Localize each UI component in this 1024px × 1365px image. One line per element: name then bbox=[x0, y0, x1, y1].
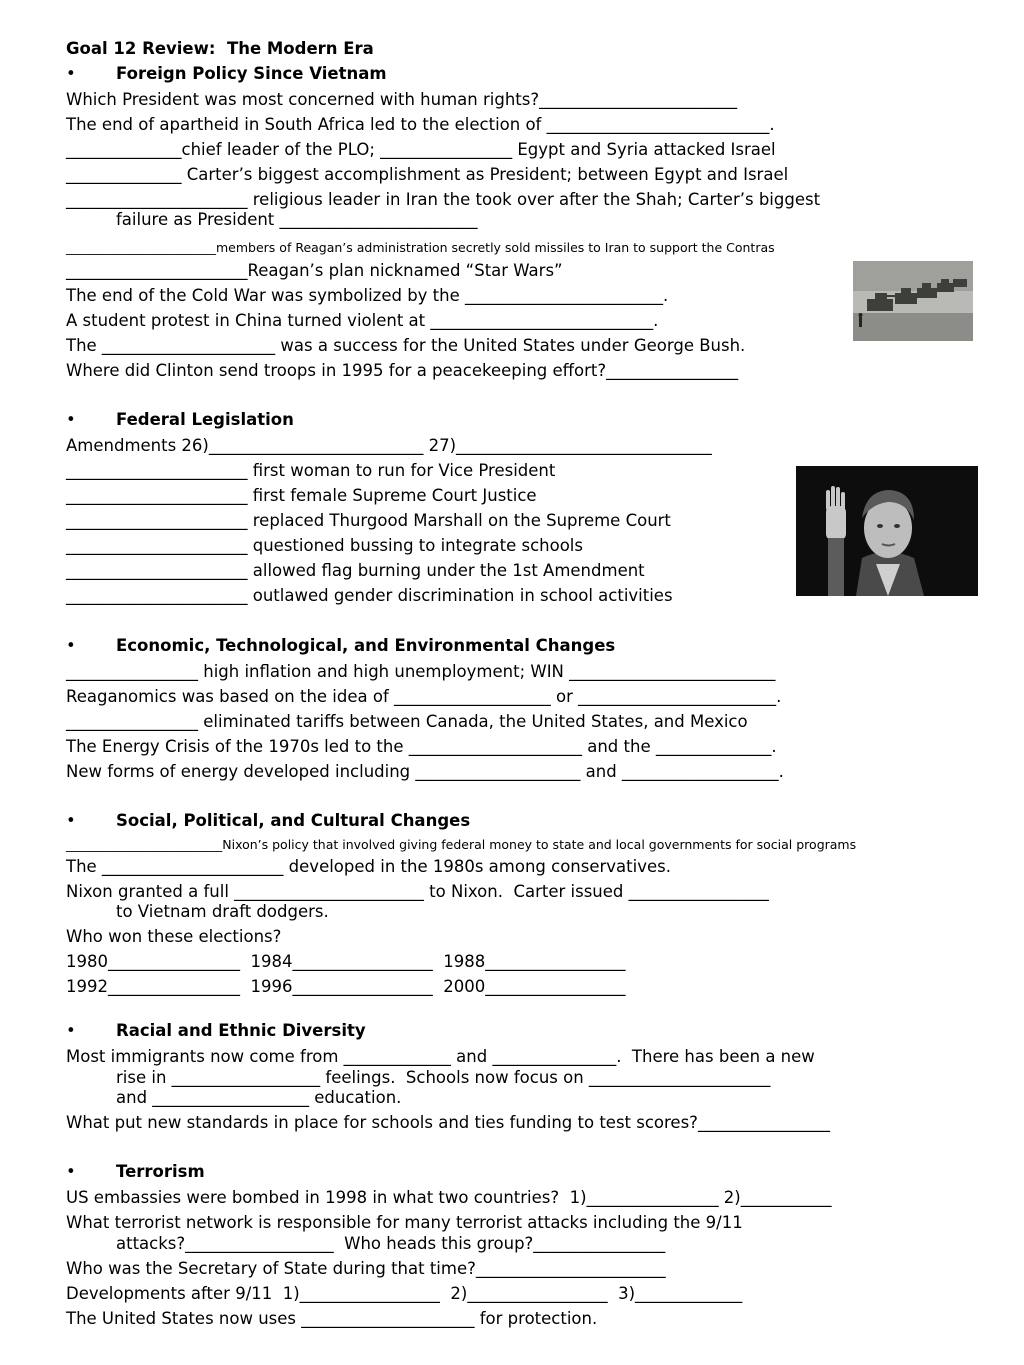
question-line: Where did Clinton send troops in 1995 for a peacekeeping effort?________________ bbox=[66, 361, 739, 380]
question-line: ______________________ replaced Thurgood Marshall on the Supreme Court bbox=[66, 511, 671, 530]
tanks-photo bbox=[853, 261, 973, 341]
question-line: What terrorist network is responsible for many terrorist attacks including the 9/11 bbox=[66, 1213, 743, 1232]
question-line: ______________________ first female Supreme Court Justice bbox=[66, 486, 537, 505]
question-line: US embassies were bombed in 1998 in what two countries? 1)________________ 2)___________ bbox=[66, 1188, 832, 1207]
question-line: _________________________Nixon’s policy that involved giving federal money to state and local governments for social programs bbox=[66, 837, 857, 852]
question-line: Who won these elections? bbox=[66, 927, 282, 946]
question-line-continued: and ___________________ education. bbox=[116, 1088, 402, 1107]
question-line: ______________chief leader of the PLO; ________________ Egypt and Syria attacked Israel bbox=[66, 140, 776, 159]
bullet-foreign: • bbox=[66, 64, 76, 83]
question-line: The ______________________ developed in the 1980s among conservatives. bbox=[66, 857, 671, 876]
bullet-social: • bbox=[66, 811, 76, 830]
question-line: ______________ Carter’s biggest accomplishment as President; between Egypt and Israel bbox=[66, 165, 789, 184]
question-line: The end of the Cold War was symbolized by the ________________________. bbox=[66, 286, 669, 305]
question-line: The end of apartheid in South Africa led to the election of ___________________________. bbox=[66, 115, 775, 134]
bullet-terrorism: • bbox=[66, 1162, 76, 1181]
question-line: New forms of energy developed including ____________________ and ___________________. bbox=[66, 762, 784, 781]
question-line: Reaganomics was based on the idea of ___________________ or ________________________. bbox=[66, 687, 782, 706]
bullet-legislation: • bbox=[66, 410, 76, 429]
question-line: ______________________Reagan’s plan nicknamed “Star Wars” bbox=[66, 261, 563, 280]
question-line: The Energy Crisis of the 1970s led to the _____________________ and the ______________. bbox=[66, 737, 777, 756]
question-line-continued: to Vietnam draft dodgers. bbox=[116, 902, 329, 921]
heading-foreign-policy: Foreign Policy Since Vietnam bbox=[116, 64, 387, 83]
question-line: Nixon granted a full _______________________ to Nixon. Carter issued _________________ bbox=[66, 882, 769, 901]
question-line: A student protest in China turned violent at ___________________________. bbox=[66, 311, 659, 330]
question-line: ______________________ outlawed gender discrimination in school activities bbox=[66, 586, 673, 605]
question-line-continued: failure as President ________________________ bbox=[116, 210, 478, 229]
heading-federal-legislation: Federal Legislation bbox=[116, 410, 294, 429]
question-line: ________________ high inflation and high unemployment; WIN _________________________ bbox=[66, 662, 776, 681]
question-line: Which President was most concerned with human rights?________________________ bbox=[66, 90, 738, 109]
question-line: ________________________members of Reagan’s administration secretly sold missiles to Iran to support the Contras bbox=[66, 240, 775, 255]
question-line-continued: rise in __________________ feelings. Schools now focus on ______________________ bbox=[116, 1068, 771, 1087]
question-line: What put new standards in place for schools and ties funding to test scores?________________ bbox=[66, 1113, 830, 1132]
question-line: Amendments 26)__________________________ 27)_______________________________ bbox=[66, 436, 712, 455]
question-line: ______________________ first woman to run for Vice President bbox=[66, 461, 556, 480]
question-line: ______________________ religious leader in Iran the took over after the Shah; Carter’s biggest bbox=[66, 190, 821, 209]
question-line: Most immigrants now come from _____________ and _______________. There has been a new bbox=[66, 1047, 815, 1066]
heading-social-changes: Social, Political, and Cultural Changes bbox=[116, 811, 471, 830]
question-line: The United States now uses _____________________ for protection. bbox=[66, 1309, 598, 1328]
heading-economic-changes: Economic, Technological, and Environmental Changes bbox=[116, 636, 616, 655]
bullet-economic: • bbox=[66, 636, 76, 655]
question-line: ________________ eliminated tariffs between Canada, the United States, and Mexico bbox=[66, 712, 748, 731]
heading-terrorism: Terrorism bbox=[116, 1162, 205, 1181]
election-years-row: 1980________________ 1984_________________ 1988_________________ bbox=[66, 952, 626, 971]
election-years-row: 1992________________ 1996_________________ 2000_________________ bbox=[66, 977, 626, 996]
question-line-continued: attacks?__________________ Who heads this group?________________ bbox=[116, 1234, 666, 1253]
question-line: Developments after 9/11 1)_________________ 2)_________________ 3)_____________ bbox=[66, 1284, 743, 1303]
bullet-diversity: • bbox=[66, 1021, 76, 1040]
question-line: ______________________ questioned bussing to integrate schools bbox=[66, 536, 583, 555]
heading-diversity: Racial and Ethnic Diversity bbox=[116, 1021, 366, 1040]
question-line: Who was the Secretary of State during that time?_______________________ bbox=[66, 1259, 666, 1278]
page-title: Goal 12 Review: The Modern Era bbox=[66, 39, 374, 58]
justice-oath-photo bbox=[796, 466, 978, 596]
question-line: ______________________ allowed flag burning under the 1st Amendment bbox=[66, 561, 645, 580]
question-line: The _____________________ was a success for the United States under George Bush. bbox=[66, 336, 746, 355]
